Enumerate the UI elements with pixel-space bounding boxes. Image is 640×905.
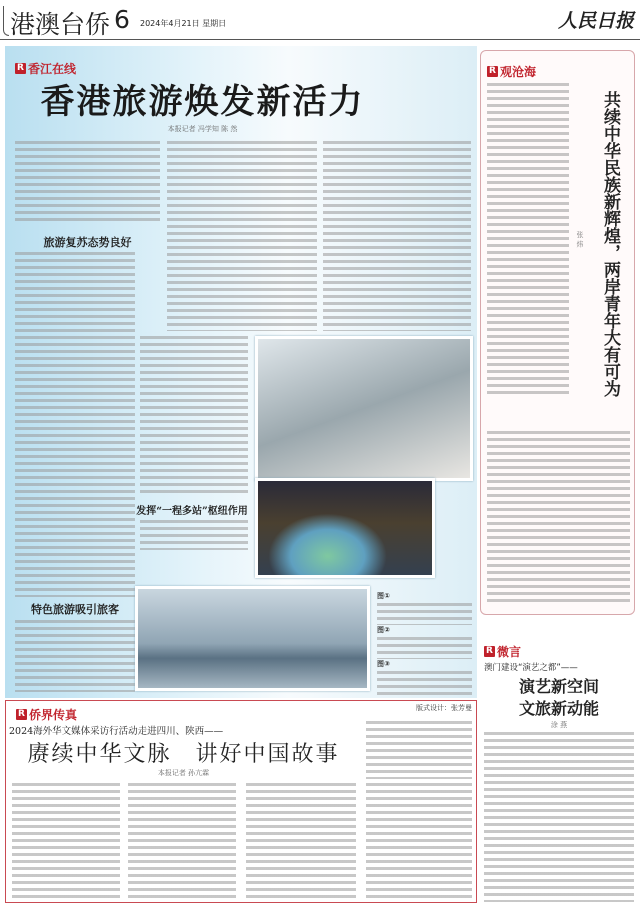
qiaojie-headline: 赓续中华文脉 讲好中国故事: [27, 742, 340, 767]
caption: 图③: [377, 659, 472, 699]
issue-date: 2024年4月21日 星期日: [140, 19, 227, 28]
body-text: [323, 141, 471, 331]
headline-line: 演艺新空间: [518, 677, 599, 696]
body-text: [15, 620, 135, 692]
body-text: [12, 783, 120, 898]
caption: 图②: [377, 625, 472, 659]
page-number: 6: [114, 5, 130, 34]
qiaojie-section: [5, 700, 477, 903]
newspaper-logo: 人民日报: [557, 10, 634, 32]
photo-credit: 版式设计：张芳曼: [416, 704, 472, 712]
feature-headline: 香港旅游焕发新活力: [40, 82, 365, 122]
photo-harbour-night: [255, 478, 435, 578]
feature-hk-tourism: [5, 46, 477, 712]
caption: 图①: [377, 591, 472, 625]
photo-exhibition: [255, 336, 473, 481]
body-text: [366, 783, 472, 898]
opinion-box: [480, 50, 635, 615]
masthead-bracket: [3, 6, 9, 36]
masthead: [0, 0, 640, 40]
kicker: 澳门建设“演艺之都”——: [484, 663, 578, 673]
subhead: 发挥“一程多站”枢纽作用: [136, 506, 248, 517]
kicker: 2024海外华文媒体采访行活动走进四川、陕西——: [9, 726, 224, 737]
feature-byline: 本报记者 冯学知 陈 然: [167, 125, 238, 133]
section-title: 港澳台侨: [10, 10, 111, 39]
photo-skyline: [135, 586, 370, 691]
opinion-headline: 共续中华民族新辉煌，两岸青年大有可为: [600, 91, 620, 397]
column-label: R 香江在线: [15, 60, 76, 77]
body-text: [140, 520, 248, 550]
author: 涂 燕: [550, 721, 568, 729]
body-text: [167, 141, 317, 331]
body-text: [15, 141, 160, 224]
body-text: [128, 783, 236, 898]
body-text: [487, 83, 569, 395]
column-label: R 微言: [484, 643, 521, 660]
body-text: [366, 721, 472, 779]
weiyan-section: [480, 635, 638, 905]
photo-captions: [377, 591, 472, 713]
subhead: 旅游复苏态势良好: [43, 236, 132, 249]
body-text: [484, 732, 634, 902]
body-text: [140, 336, 248, 496]
author: 张 炜: [576, 231, 584, 248]
column-label: R 观沧海: [487, 63, 536, 80]
body-text: [487, 431, 630, 606]
body-text: [246, 783, 356, 898]
subhead: 特色旅游吸引旅客: [31, 603, 119, 616]
body-text: [15, 252, 135, 597]
byline: 本报记者 孙亢霖: [157, 769, 210, 777]
headline-line: 文旅新动能: [518, 699, 599, 718]
column-label: R 侨界传真: [16, 706, 77, 723]
